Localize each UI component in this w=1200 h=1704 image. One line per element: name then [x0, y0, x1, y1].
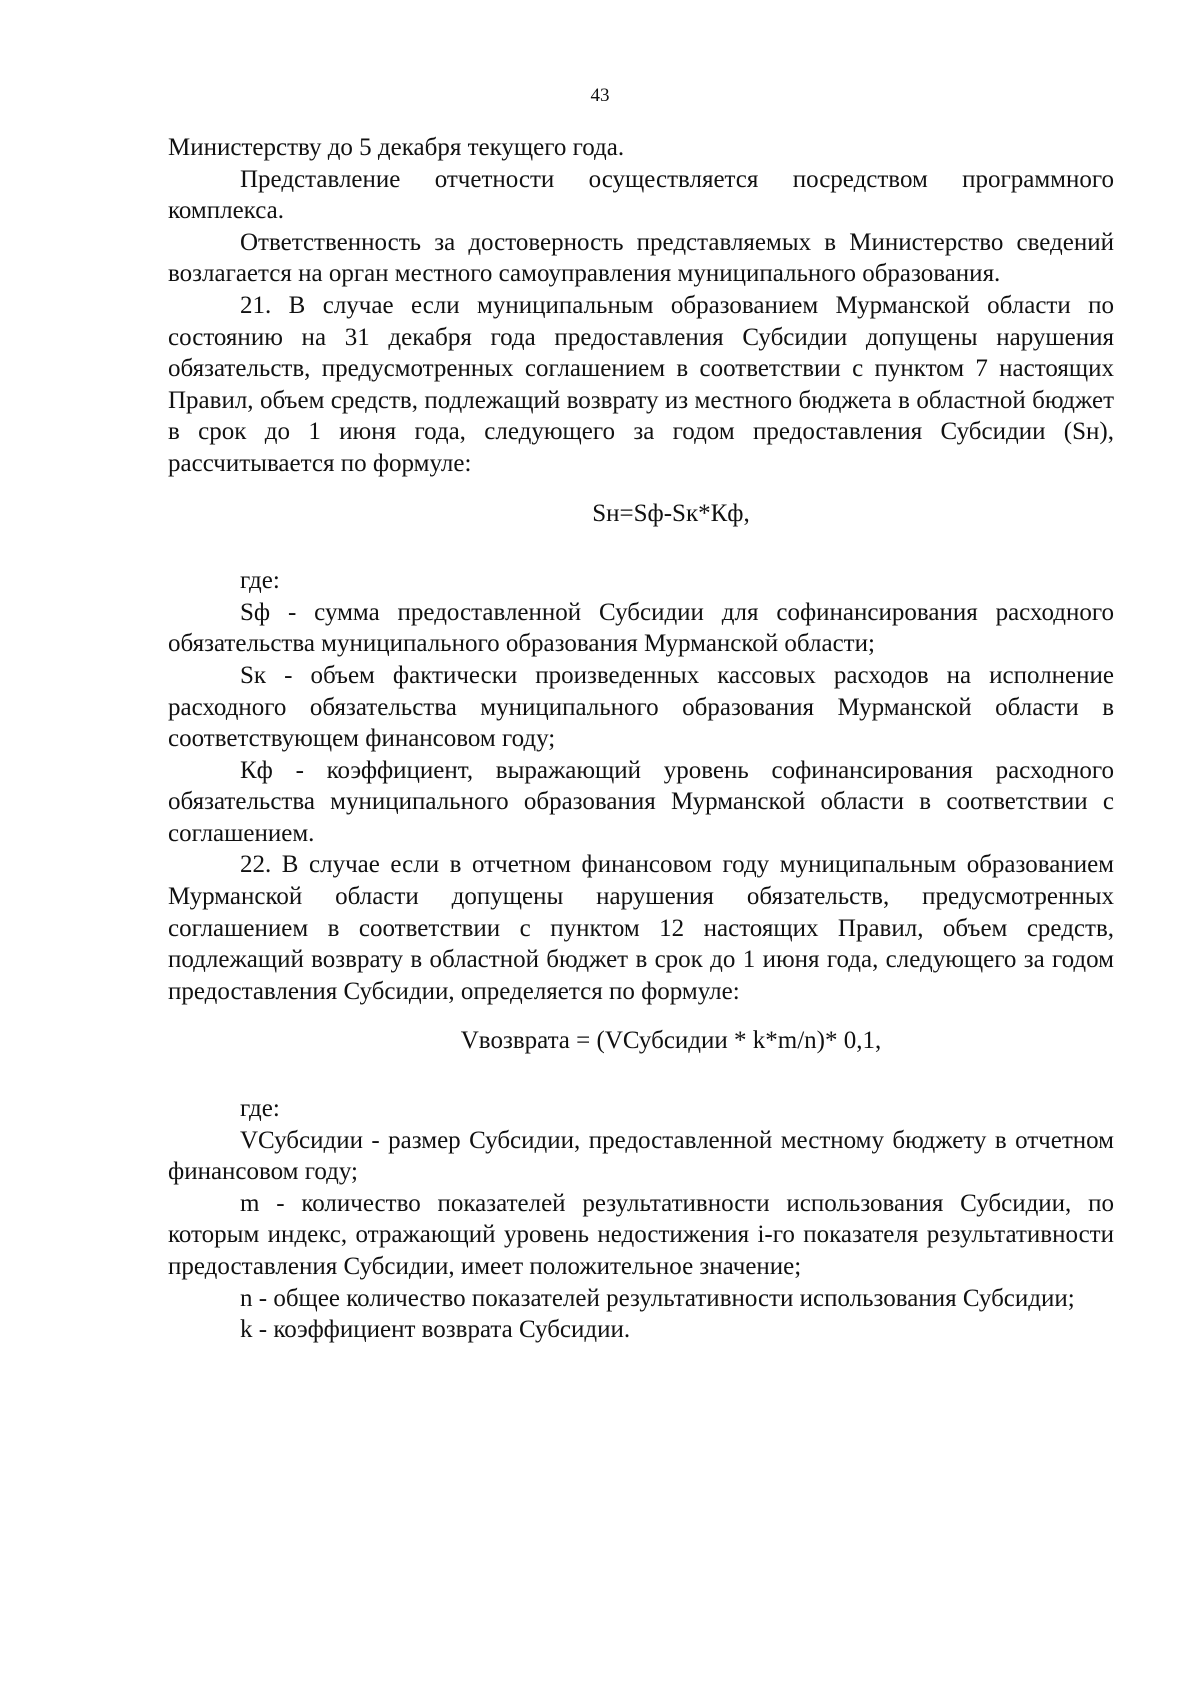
paragraph-reporting-software: Представление отчетности осуществляется посредством программного комплекса. [168, 165, 1114, 225]
paragraph-responsibility: Ответственность за достоверность представляемых в Министерство сведений возлагается на орган местного самоуправления муниципального образования. [168, 228, 1114, 288]
where-label-2: где: [240, 1095, 280, 1123]
definition-k: k - коэффициент возврата Субсидии. [240, 1316, 631, 1344]
definition-sk: Sк - объем фактически произведенных кассовых расходов на исполнение расходного обязательства муниципального образования Мурманской области в соответствующем финансовом году; [168, 661, 1114, 753]
page-number: 43 [590, 85, 610, 106]
definition-m: m - количество показателей результативности использования Субсидии, по которым индекс, отражающий уровень недостижения i-го показателя результативности предоставления Субсидии, имеет положительное значение; [168, 1189, 1114, 1280]
paragraph-clause-21: 21. В случае если муниципальным образованием Мурманской области по состоянию на 31 декабря года предоставления Субсидии допущены нарушения обязательств, предусмотренных соглашением в соответствии с пунктом 7 настоящих Правил, объем средств, подлежащий возврату из местного бюджета в областной бюджет в срок до 1 июня года, следующего за годом предоставления Субсидии (Sн), рассчитывается по формуле: [168, 291, 1114, 477]
paragraph-clause-22: 22. В случае если в отчетном финансовом году муниципальным образованием Мурманской области допущены нарушения обязательств, предусмотренных соглашением в соответствии с пунктом 12 настоящих Правил, объем средств, подлежащий возврату в областной бюджет в срок до 1 июня года, следующего за годом предоставления Субсидии, определяется по формуле: [168, 851, 1114, 1005]
document-body [168, 132, 1114, 1346]
where-label-1: где: [240, 567, 280, 595]
definition-vsubsidy: VСубсидии - размер Субсидии, предоставленной местному бюджету в отчетном финансовом году; [168, 1126, 1114, 1186]
formula-vreturn: Vвозврата = (VСубсидии * k*m/n)* 0,1, [460, 1027, 882, 1055]
definition-kf: Кф - коэффициент, выражающий уровень софинансирования расходного обязательства муниципального образования Мурманской области в соответствии с соглашением. [168, 756, 1114, 847]
paragraph-continuation: Министерству до 5 декабря текущего года. [168, 134, 625, 161]
definition-sf: Sф - сумма предоставленной Субсидии для софинансирования расходного обязательства муниципального образования Мурманской области; [168, 598, 1114, 658]
definition-n: n - общее количество показателей результативности использования Субсидии; [240, 1284, 1075, 1312]
formula-sn: Sн=Sф-Sк*Кф, [592, 499, 750, 527]
